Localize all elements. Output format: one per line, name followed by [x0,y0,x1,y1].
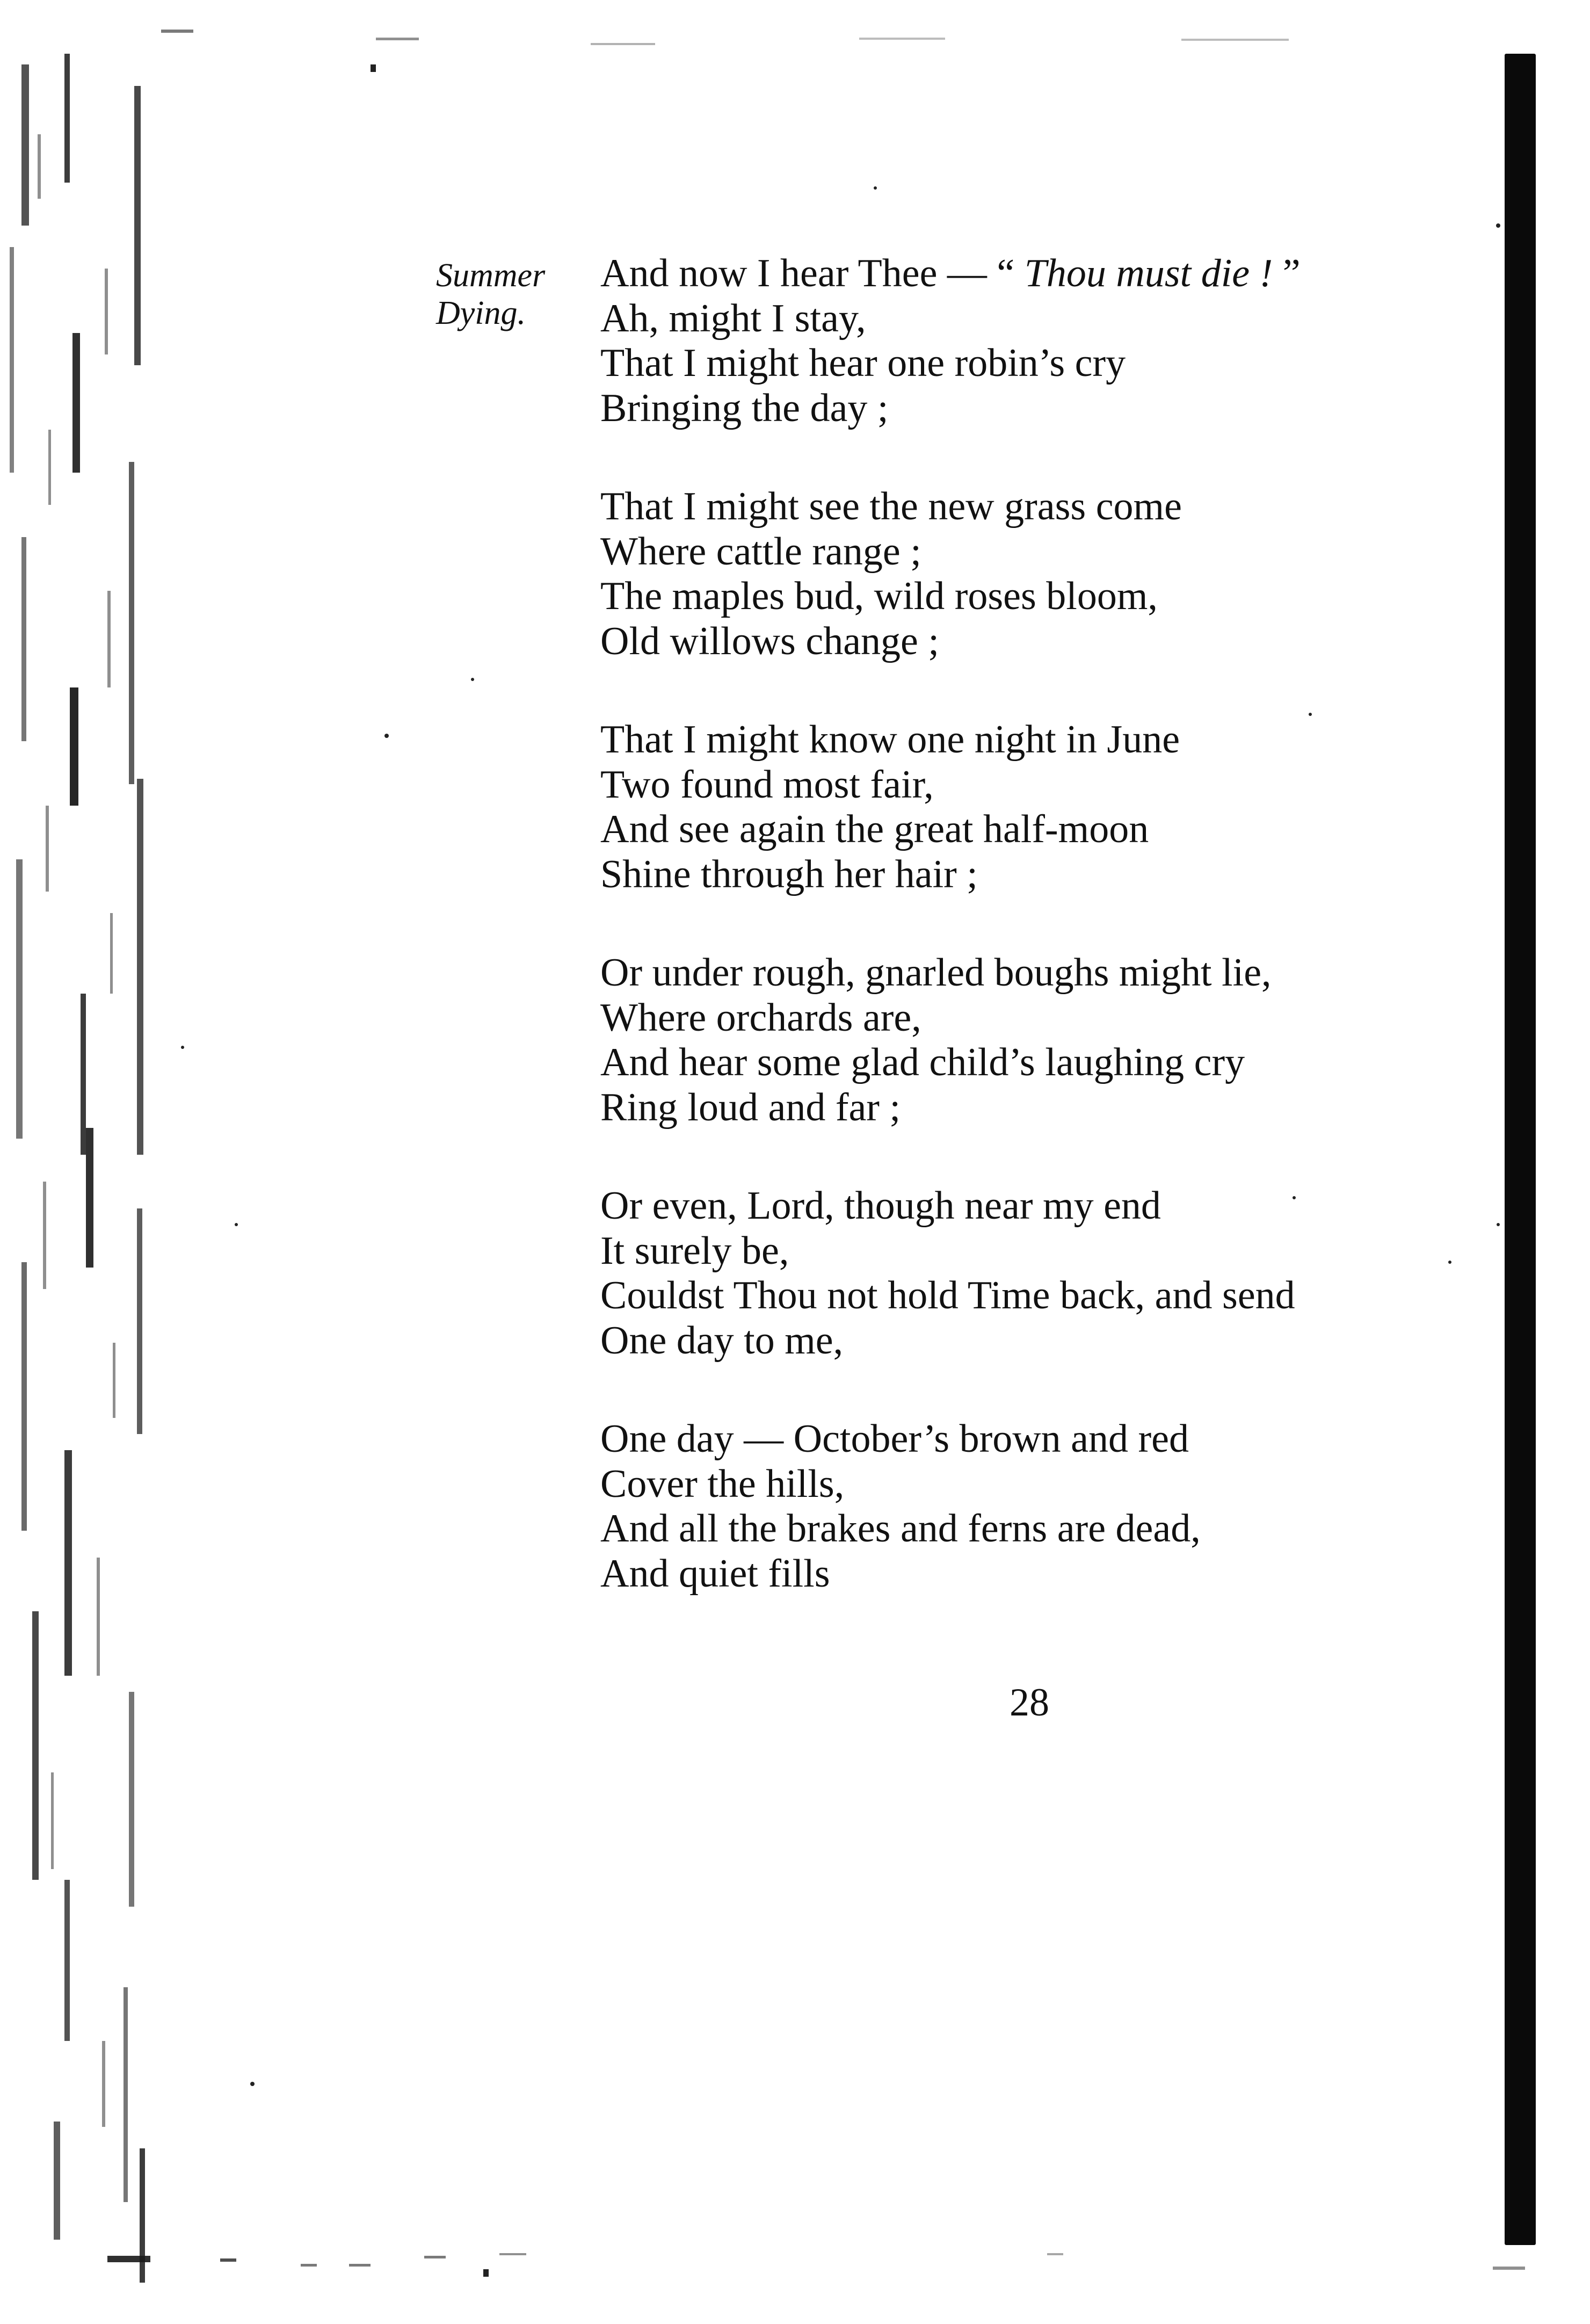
poem-line: And hear some glad child’s laughing cry [600,1040,1245,1084]
poem-line: Ring loud and far ; [600,1085,901,1130]
poem-line: Or even, Lord, though near my end [600,1184,1161,1228]
poem-line: Ah, might I stay, [600,296,866,341]
stanza-5 [600,1184,1470,1363]
poem-line: It surely be, [600,1228,789,1273]
stanza-4 [600,951,1470,1130]
marginal-side-note [436,257,581,332]
scan-binding-edge [0,54,177,2288]
poem-line-text-end: ” [1273,251,1301,295]
page-number: 28 [1010,1681,1049,1725]
poem-line: That I might hear one robin’s cry [600,341,1126,385]
poem-line: Where cattle range ; [600,529,921,574]
stanza-6 [600,1417,1470,1596]
poem-line: Old willows change ; [600,619,939,663]
poem-line: And see again the great half-moon [600,807,1149,851]
poem-line: Bringing the day ; [600,386,889,430]
poem-line: And quiet fills [600,1551,830,1596]
poem-line: Cover the hills, [600,1461,845,1506]
stanza-2 [600,484,1470,664]
side-note-line-2: Dying. [436,295,526,331]
scan-right-edge-bar [1505,54,1536,2245]
side-note-line-1: Summer [436,257,546,294]
poem-line-italic: Thou must die ! [1024,251,1273,295]
stanza-3 [600,718,1470,897]
stanza-1 [600,251,1470,431]
poem-line [600,251,1470,296]
poem-line: That I might see the new grass come [600,484,1182,528]
poem-line: And all the brakes and ferns are dead, [600,1507,1201,1551]
poem-line: One day — October’s brown and red [600,1417,1189,1461]
poem-line: Where orchards are, [600,995,921,1040]
poem-line: That I might know one night in June [600,718,1180,762]
poem-line: Couldst Thou not hold Time back, and send [600,1273,1295,1317]
poem-line: Two found most fair, [600,762,934,807]
poem-line: Or under rough, gnarled boughs might lie, [600,951,1272,995]
poem-line: Shine through her hair ; [600,852,978,896]
poem-line: One day to me, [600,1318,844,1363]
poem-line-text: And now I hear Thee — “ [600,251,1025,295]
poem-body [600,251,1470,1650]
poem-line: The maples bud, wild roses bloom, [600,574,1158,618]
